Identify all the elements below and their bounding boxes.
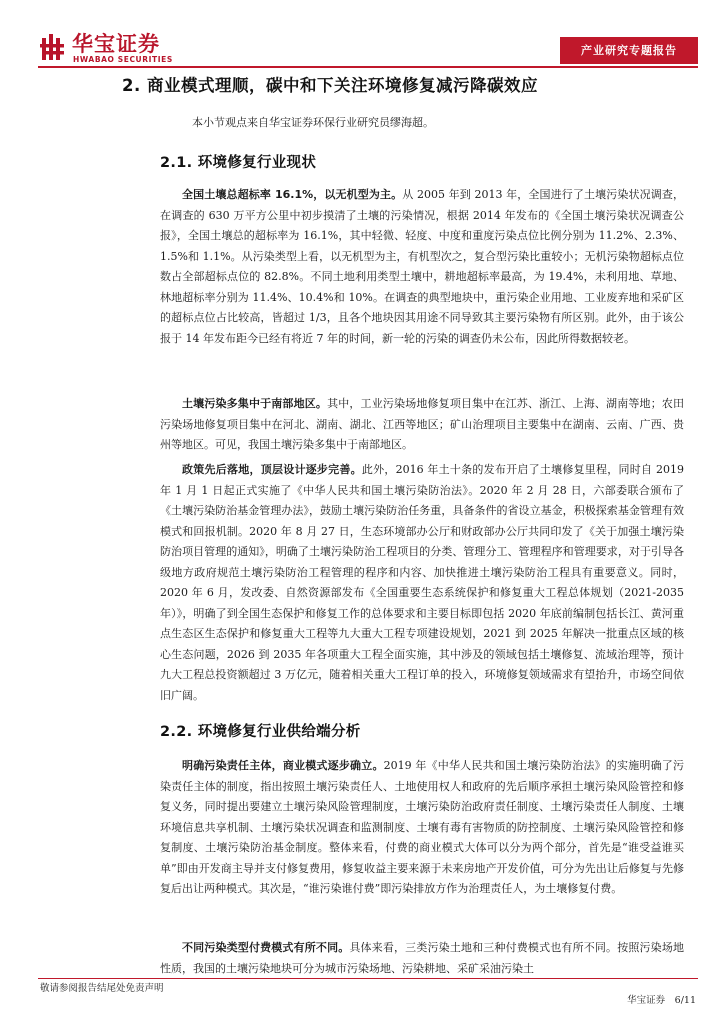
paragraph bbox=[160, 394, 684, 456]
section-title: 2. 商业模式理顺，碳中和下关注环境修复减污降碳效应 bbox=[122, 76, 538, 95]
report-type-tag: 产业研究专题报告 bbox=[560, 37, 698, 64]
paragraph bbox=[160, 460, 684, 706]
paragraph-text: 从 2005 年到 2013 年，全国进行了土壤污染状况调查，在调查的 630 万平方公里中初步摸清了土壤的污染情况，根据 2014 年发布的《全国土壤污染状况调查公报》，全国土壤总的超标率为 16.1%，其中轻微、轻度、中度和重度污染点位比例分别为 11.2%、2.3%、1.5%和 1.1%。从污染类型上看，以无机型为主，有机型次之，复合型污染比重较小；无机污染物超标点位数占全部超标点位的 82.8%。不同土地利用类型土壤中，耕地超标率最高，为 19.4%，未利用地、草地、林地超标率分别为 11.4%、10.4%和 10%。在调查的典型地块中，重污染企业用地、工业废弃地和采矿区的超标点位占比较高，皆超过 1/3，且各个地块因其用途不同导致其主要污染物有所区别。此外，由于该公报于 14 年发布距今已经有将近 7 年的时间，新一轮的污染的调查仍未公布，因此所得数据较老。 bbox=[160, 188, 684, 345]
logo-mark-icon bbox=[40, 32, 68, 62]
paragraph bbox=[160, 185, 684, 349]
footer-disclaimer: 敬请参阅报告结尾处免责声明 bbox=[40, 983, 164, 994]
logo-text-cn: 华宝证券 bbox=[72, 32, 160, 56]
subsection-title-2-1: 2.1. 环境修复行业现状 bbox=[160, 155, 317, 171]
paragraph-lead: 全国土壤总超标率 16.1%，以无机型为主。 bbox=[182, 188, 403, 201]
company-logo bbox=[40, 32, 180, 66]
paragraph bbox=[160, 756, 684, 900]
header-divider bbox=[38, 66, 698, 68]
paragraph-text: 此外，2016 年土十条的发布开启了土壤修复里程，同时自 2019 年 1 月 1 日起正式实施了《中华人民共和国土壤污染防治法》。2020 年 2 月 28 日，六部委联合颁布了《土壤污染防治基金管理办法》，鼓励土壤污染防治任务重，具备条件的省设立基金，积极探索基金管理有效模式和回报机制。2020 年 8 月 27 日，生态环境部办公厅和财政部办公厅共同印发了《关于加强土壤污染防治项目管理的通知》，明确了土壤污染防治工程项目的分类、管理分工、管理程序和管理要求，对于引导各级地方政府规范土壤污染防治工程管理的程序和内容、加快推进土壤污染防治工程具有重要意义。同时，2020 年 6 月，发改委、自然资源部发布《全国重要生态系统保护和修复重大工程总体规划（2021-2035 年）》，明确了到全国生态保护和修复工作的总体要求和主要目标即包括 2020 年底前编制包括长江、黄河重点生态区生态保护和修复重大工程等九大重大工程专项建设规划，2021 到 2025 年解决一批重点区域的核心生态问题，2026 到 2035 年各项重大工程全面实施，其中涉及的领域包括土壤修复、流域治理等，预计九大工程总投资额超过 3 万亿元，随着相关重大工程订单的投入，环境修复领域需求有望抬升，市场空间依旧广阔。 bbox=[160, 463, 685, 702]
paragraph-text: 2019 年《中华人民共和国土壤污染防治法》的实施明确了污染责任主体的制度，指出按照土壤污染责任人、土地使用权人和政府的先后顺序承担土壤污染风险管控和修复义务，同时提出要建立土壤污染风险管理制度，土壤污染防治政府责任制度、土壤污染责任人制度、土壤环境信息共享机制、土壤污染状况调查和监测制度、土壤有毒有害物质的防控制度、土壤污染风险管控和修复制度、土壤污染防治基金制度。整体来看，付费的商业模式大体可以分为两个部分，首先是“谁受益谁买单”即由开发商主导并支付修复费用，修复收益主要来源于未来房地产开发价值，可分为先出让后修复与先修复后出让两种模式。其次是，“谁污染谁付费”即污染排放方作为治理责任人，为土壤修复付费。 bbox=[160, 759, 685, 895]
logo-text-en: HWABAO SECURITIES bbox=[73, 55, 173, 64]
paragraph-lead: 土壤污染多集中于南部地区。 bbox=[182, 397, 328, 410]
paragraph-lead: 不同污染类型付费模式有所不同。 bbox=[182, 941, 350, 954]
footer-page-number: 华宝证券 6/11 bbox=[627, 995, 696, 1006]
paragraph-text: 其中，工业污染场地修复项目集中在江苏、浙江、上海、湖南等地；农田污染场地修复项目集中在河北、湖南、湖北、江西等地区；矿山治理项目主要集中在湖南、云南、广西、贵州等地区。可见，我国土壤污染多集中于南部地区。 bbox=[160, 397, 685, 451]
paragraph-lead: 明确污染责任主体，商业模式逐步确立。 bbox=[182, 759, 384, 772]
section-intro: 本小节观点来自华宝证券环保行业研究员缪海超。 bbox=[192, 116, 434, 129]
paragraph-text: 具体来看，三类污染土地和三种付费模式也有所不同。按照污染场地性质，我国的土壤污染地块可分为城市污染场地、污染耕地、采矿采油污染土 bbox=[160, 941, 685, 975]
page-header bbox=[0, 0, 724, 72]
paragraph-lead: 政策先后落地，顶层设计逐步完善。 bbox=[182, 463, 362, 476]
paragraph bbox=[160, 938, 684, 979]
subsection-title-2-2: 2.2. 环境修复行业供给端分析 bbox=[160, 724, 361, 740]
footer-divider bbox=[38, 978, 698, 979]
